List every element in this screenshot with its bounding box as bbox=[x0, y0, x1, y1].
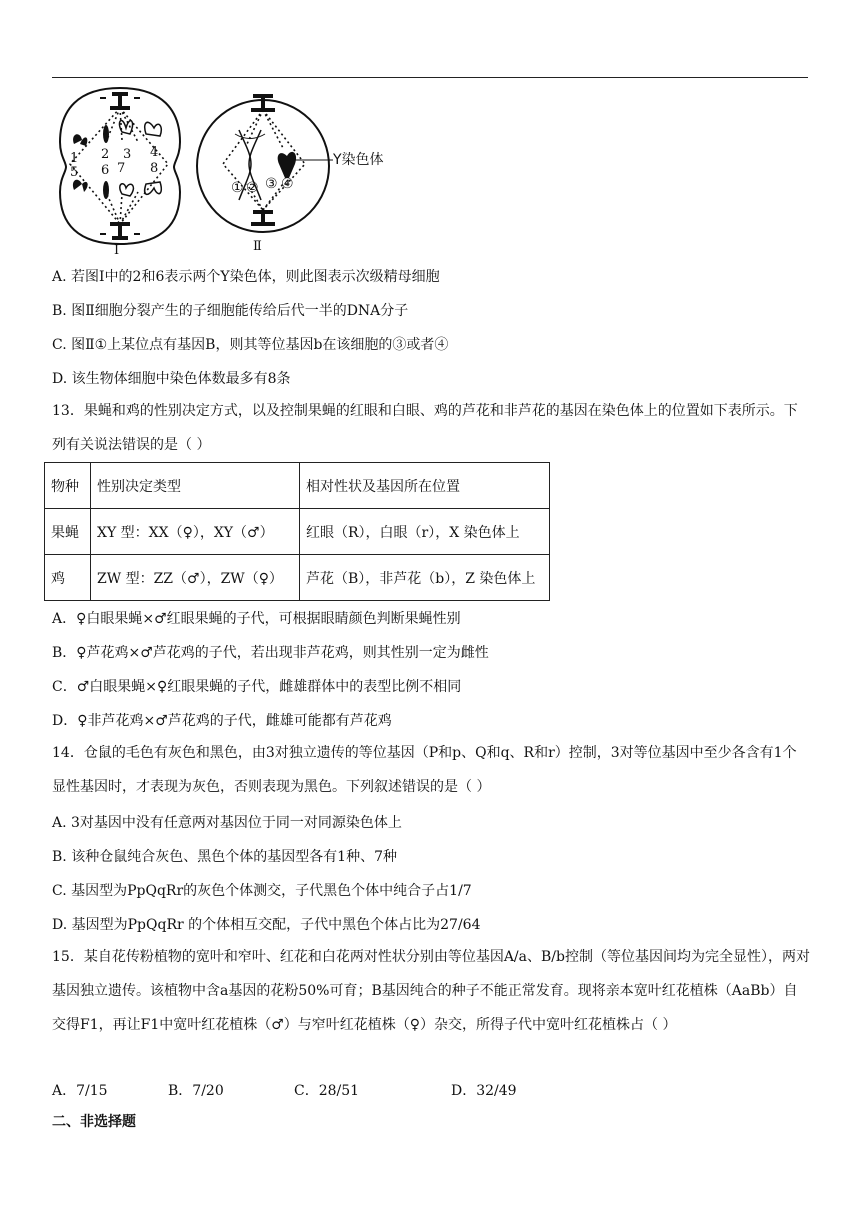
q13-option-d: D．♀非芦花鸡×♂芦花鸡的子代，雌雄可能都有芦花鸡 bbox=[52, 713, 392, 729]
chromosome-number: 3 bbox=[123, 147, 132, 162]
chromosome-number: ③ bbox=[265, 176, 278, 192]
q12-option-a: A. 若图Ⅰ中的2和6表示两个Y染色体，则此图表示次级精母细胞 bbox=[52, 269, 440, 285]
figure-caption-2: Ⅱ bbox=[253, 239, 262, 254]
table-header-row bbox=[45, 463, 550, 509]
q13-option-c: C．♂白眼果蝇×♀红眼果蝇的子代，雌雄群体中的表型比例不相同 bbox=[52, 679, 462, 695]
chromosome-number: ① bbox=[231, 180, 244, 196]
section-title: 二、非选择题 bbox=[52, 1114, 136, 1130]
q12-option-b: B. 图Ⅱ细胞分裂产生的子细胞能传给后代一半的DNA分子 bbox=[52, 303, 409, 319]
q15-options bbox=[52, 1082, 517, 1100]
chromosome-number: 2 bbox=[101, 147, 110, 162]
q15-option-b: B．7/20 bbox=[168, 1083, 224, 1099]
chromosome-number: ② bbox=[246, 180, 259, 196]
table-header-cell: 物种 bbox=[45, 463, 91, 509]
q13-stem: 13．果蝇和鸡的性别决定方式，以及控制果蝇的红眼和白眼、鸡的芦花和非芦花的基因在染色体上的位置如下表所示。下列有关说法错误的是（ ） bbox=[52, 403, 798, 453]
chromosome-number: 6 bbox=[101, 163, 110, 178]
q13-option-a: A．♀白眼果蝇×♂红眼果蝇的子代，可根据眼睛颜色判断果蝇性别 bbox=[52, 611, 461, 627]
table-cell: ZW 型：ZZ（♂），ZW（♀） bbox=[91, 555, 300, 601]
q15-option-d: D．32/49 bbox=[451, 1083, 517, 1099]
q14-option-b: B. 该种仓鼠纯合灰色、黑色个体的基因型各有1种、7种 bbox=[52, 849, 398, 865]
table-row bbox=[45, 509, 550, 555]
chromosome-number: 4 bbox=[150, 145, 159, 160]
q15-option-a: A．7/15 bbox=[52, 1083, 108, 1099]
chromosome-number: ④ bbox=[281, 176, 294, 192]
table-cell: 芦花（B），非芦花（b），Z 染色体上 bbox=[300, 555, 550, 601]
table-cell: 红眼（R），白眼（r），X 染色体上 bbox=[300, 509, 550, 555]
q14-option-a: A. 3对基因中没有任意两对基因位于同一对同源染色体上 bbox=[52, 815, 402, 831]
table-header-cell: 相对性状及基因所在位置 bbox=[300, 463, 550, 509]
chromosome-number: 1 bbox=[70, 151, 79, 166]
chromosome-number: 8 bbox=[150, 161, 159, 176]
chromosome-number: 5 bbox=[70, 165, 79, 180]
q15-option-c: C．28/51 bbox=[294, 1083, 360, 1099]
q13-option-b: B．♀芦花鸡×♂芦花鸡的子代，若出现非芦花鸡，则其性别一定为雌性 bbox=[52, 645, 489, 661]
q12-option-d: D. 该生物体细胞中染色体数最多有8条 bbox=[52, 371, 291, 387]
q13-table bbox=[44, 462, 550, 601]
top-rule bbox=[52, 77, 808, 78]
table-cell: 鸡 bbox=[45, 555, 91, 601]
q15-stem: 15．某自花传粉植物的宽叶和窄叶、红花和白花两对性状分别由等位基因A/a、B/b控制（等位基因间均为完全显性），两对基因独立遗传。该植物中含a基因的花粉50%可育；B基因纯合的种子不能正常发育。现将亲本宽叶红花植株（AaBb）自交得F1，再让F1中宽叶红花植株（♂）与窄叶红花植株（♀）杂交，所得子代中宽叶红花植株占（ ） bbox=[52, 949, 810, 1033]
q14-option-c: C. 基因型为PpQqRr的灰色个体测交，子代黑色个体中纯合子占1/7 bbox=[52, 883, 472, 899]
table-header-cell: 性别决定类型 bbox=[91, 463, 300, 509]
table-cell: 果蝇 bbox=[45, 509, 91, 555]
cell-diagram-2 bbox=[195, 84, 415, 254]
table-cell: XY 型：XX（♀），XY（♂） bbox=[91, 509, 300, 555]
q12-option-c: C. 图Ⅱ①上某位点有基因B，则其等位基因b在该细胞的③或者④ bbox=[52, 337, 449, 353]
cell-diagram-1 bbox=[50, 84, 190, 254]
y-chromosome-label: Y染色体 bbox=[333, 152, 384, 168]
q14-option-d: D. 基因型为PpQqRr 的个体相互交配，子代中黑色个体占比为27/64 bbox=[52, 917, 481, 933]
figure-caption-1: Ⅰ bbox=[114, 243, 120, 254]
chromosome-number: 7 bbox=[117, 161, 126, 176]
table-row bbox=[45, 555, 550, 601]
q14-stem: 14．仓鼠的毛色有灰色和黑色，由3对独立遗传的等位基因（P和p、Q和q、R和r）控制，3对等位基因中至少各含有1个显性基因时，才表现为灰色，否则表现为黑色。下列叙述错误的是（ ） bbox=[52, 745, 797, 795]
